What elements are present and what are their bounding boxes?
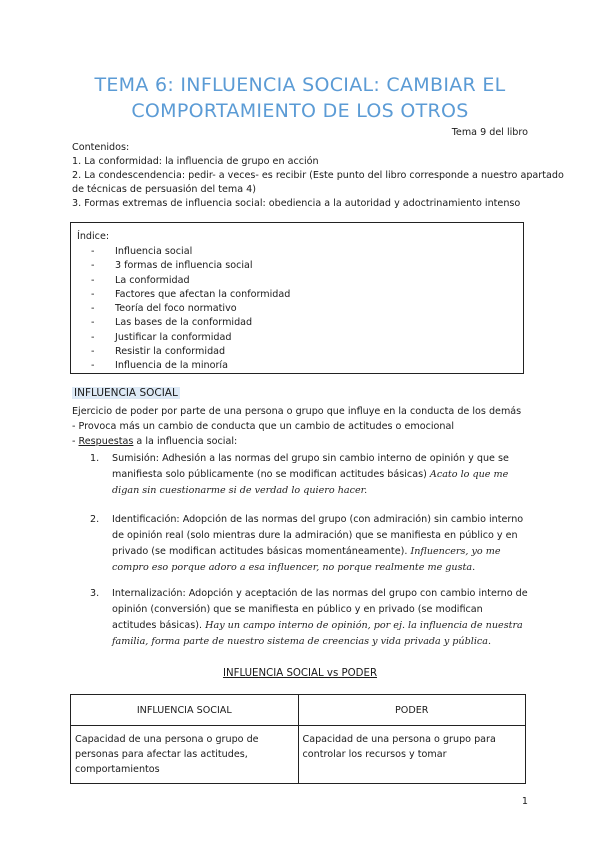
comparison-column-header: INFLUENCIA SOCIAL — [71, 695, 299, 726]
index-item: - Factores que afectan la conformidad — [91, 288, 291, 300]
index-item: - La conformidad — [91, 274, 190, 286]
index-item: - Influencia de la minoría — [91, 360, 228, 372]
contents-item: 1. La conformidad: la influencia de grupo en acción — [72, 156, 319, 167]
comparison-heading: INFLUENCIA SOCIAL vs PODER — [222, 668, 378, 679]
document-title-line-1: TEMA 6: INFLUENCIA SOCIAL: CAMBIAR EL — [94, 74, 506, 96]
index-item: - Justificar la conformidad — [91, 331, 232, 343]
table-cell: Capacidad de una persona o grupo de personas para afectar las actitudes, comportamientos — [71, 726, 299, 784]
contents-item: de técnicas de persuasión del tema 4) — [72, 184, 257, 195]
index-item: - Resistir la conformidad — [91, 346, 226, 358]
index-box — [70, 222, 524, 374]
section-note: - Provoca más un cambio de conducta que un cambio de actitudes o emocional — [72, 421, 455, 432]
book-reference: Tema 9 del libro — [451, 127, 528, 138]
response-item-identificacion: 2. Identificación: Adopción de las normas del grupo (con admiración) sin cambio interno de opinión real (solo mientras dure la admiración) que se manifiesta en público y en privado (se modifican actitudes básicas momentáneamente). Influencers, yo me compro eso porque adoro a esa influencer, no porque realmente me gusta. — [90, 514, 524, 573]
contents-item: 3. Formas extremas de influencia social: obediencia a la autoridad y adoctrinamiento intenso — [72, 198, 521, 209]
contents-heading: Contenidos: — [72, 142, 130, 153]
table-cell: Capacidad de una persona o grupo para controlar los recursos y tomar — [298, 726, 526, 784]
response-item-internalizacion: 3. Internalización: Adopción y aceptación de las normas del grupo con cambio interno de opinión (conversión) que se manifiesta en público y en privado (se modifican actitudes básicas). Hay un campo interno de opinión, por ej. la influencia de nuestra familia, forma parte de nuestro sistema de creencias y vida privada y pública. — [90, 588, 528, 647]
contents-item: 2. La condescendencia: pedir- a veces- es recibir (Este punto del libro corresponde a nuestro apartado — [72, 170, 564, 181]
section-heading: INFLUENCIA SOCIAL — [74, 387, 178, 399]
index-item: - Teoría del foco normativo — [91, 303, 237, 315]
index-list — [91, 245, 290, 374]
index-heading: Índice: — [77, 231, 110, 242]
comparison-column-header: PODER — [298, 695, 526, 726]
page-number: 1 — [521, 796, 528, 807]
responses-intro: - Respuestas a la influencia social: — [72, 436, 238, 447]
comparison-table — [70, 694, 526, 784]
index-item: - 3 formas de influencia social — [91, 260, 253, 272]
index-item: - Influencia social — [91, 246, 193, 257]
response-item-sumision: 1. Sumisión: Adhesión a las normas del grupo sin cambio interno de opinión y que se manifiesta solo públicamente (no se modifican actitudes básicas) Acato lo que me digan sin cuestionarme si de verdad lo quiero hacer. — [90, 453, 509, 496]
document-title-line-2: COMPORTAMIENTO DE LOS OTROS — [131, 100, 469, 122]
table-row — [71, 726, 526, 784]
index-item: - Las bases de la conformidad — [91, 317, 253, 329]
section-definition: Ejercicio de poder por parte de una persona o grupo que influye en la conducta de los demás — [72, 406, 522, 417]
